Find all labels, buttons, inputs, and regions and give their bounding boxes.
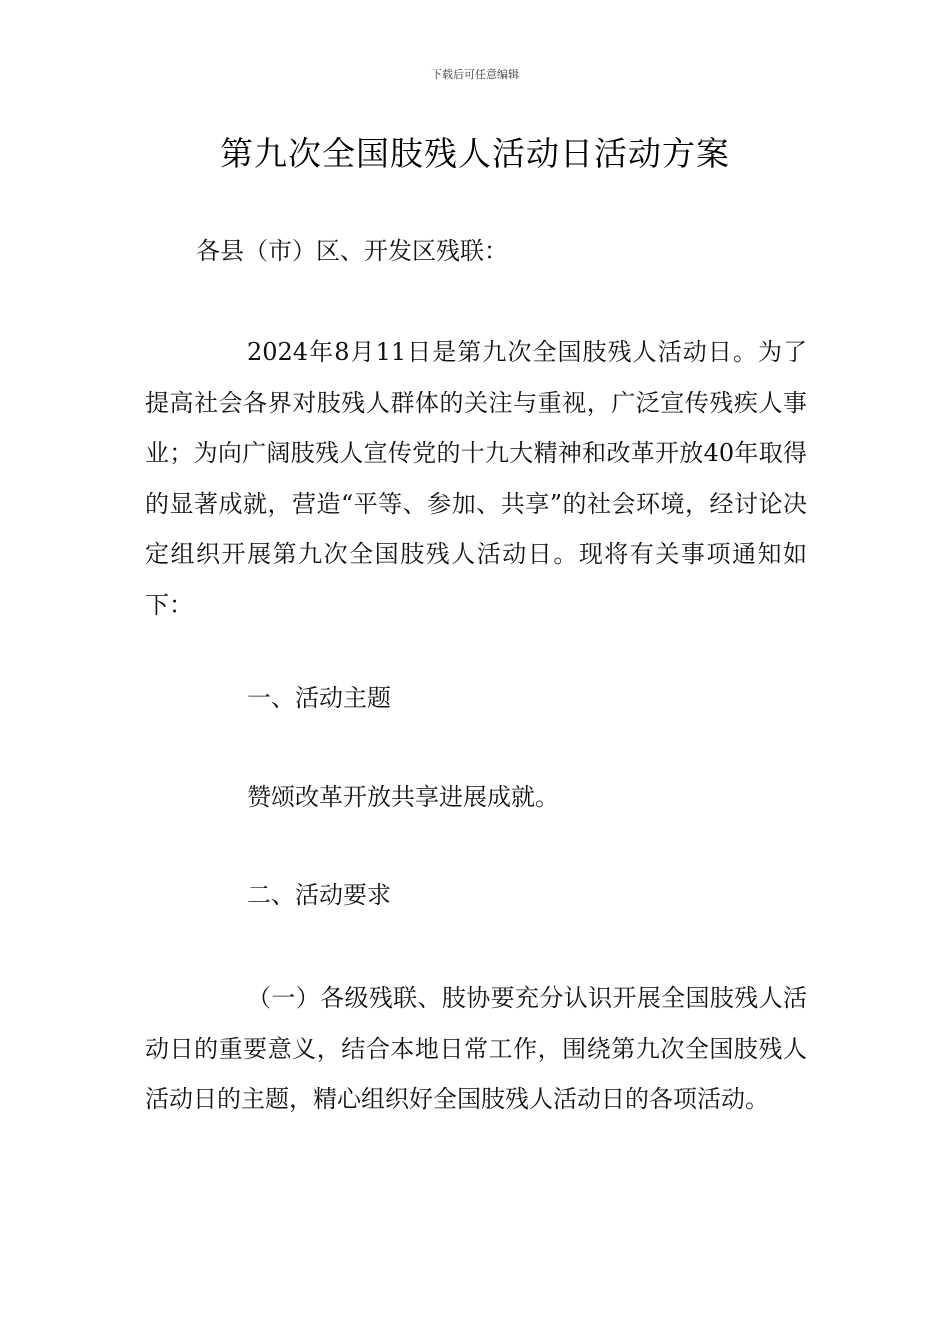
salutation: 各县（市）区、开发区残联： xyxy=(196,237,508,265)
header-note: 下载后可任意编辑 xyxy=(431,68,519,81)
theme-text: 赞颂改革开放共享进展成就。 xyxy=(247,783,559,811)
requirement-paragraph-1: （一）各级残联、肢协要充分认识开展全国肢残人活动日的重要意义，结合本地日常工作，围绕第九次全国肢残人活动日的主题，精心组织好全国肢残人活动日的各项活动。 xyxy=(145,984,807,1113)
section-heading-theme: 一、活动主题 xyxy=(247,684,391,712)
intro-paragraph: 2024年8月11日是第九次全国肢残人活动日。为了提高社会各界对肢残人群体的关注与重视，广泛宣传残疾人事业；为向广阔肢残人宣传党的十九大精神和改革开放40年取得的显著成就，营造“平等、参加、共享”的社会环境，经讨论决定组织开展第九次全国肢残人活动日。现将有关事项通知如下： xyxy=(145,338,807,619)
section-heading-requirements: 二、活动要求 xyxy=(247,881,391,909)
document-title: 第九次全国肢残人活动日活动方案 xyxy=(220,134,730,173)
